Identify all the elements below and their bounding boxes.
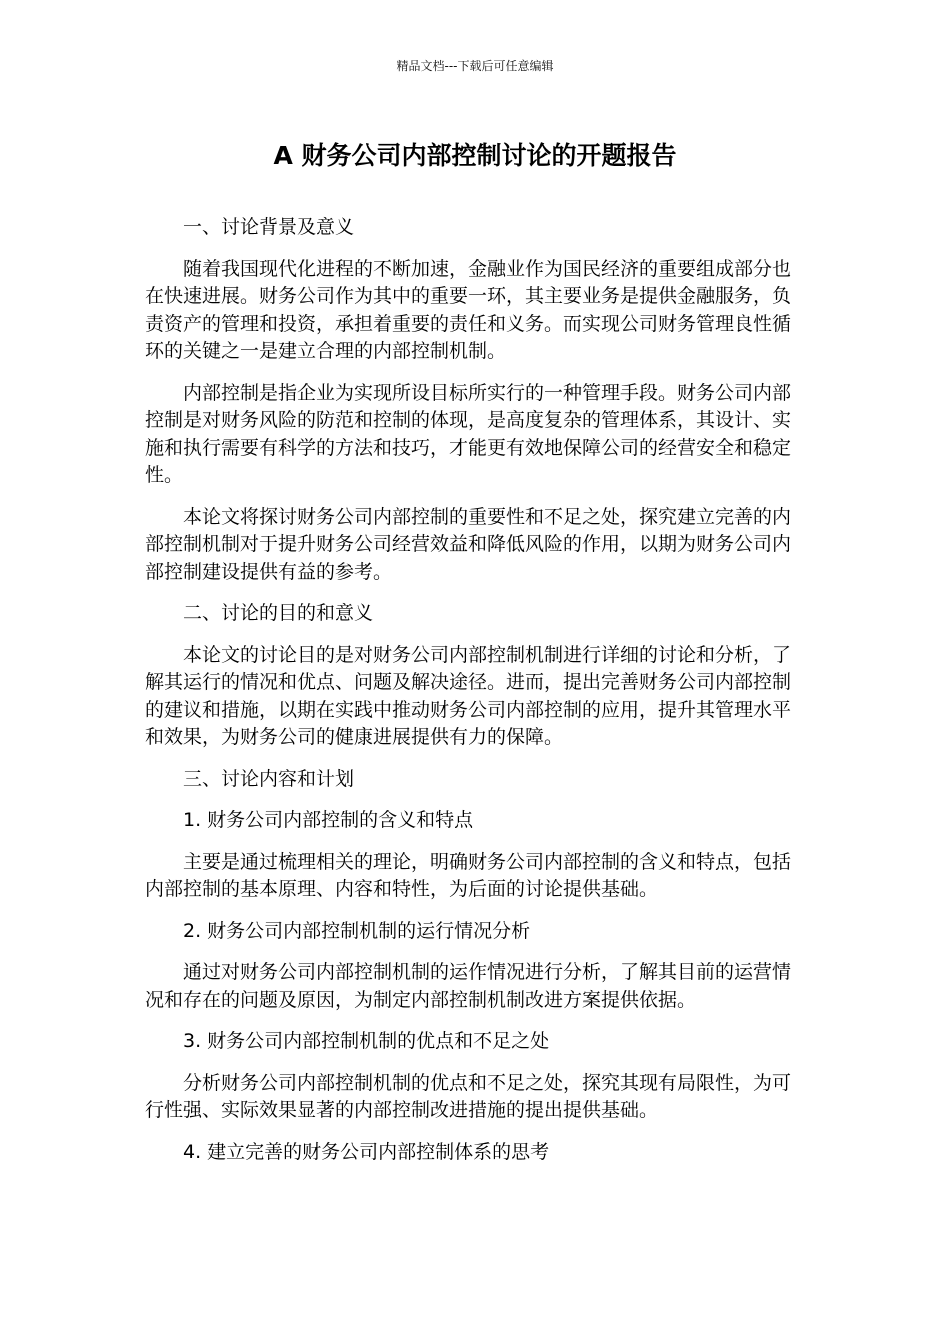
section-heading: 二、讨论的目的和意义 [183,602,374,624]
page-header: 精品文档---下载后可任意编辑 [396,59,554,73]
section-heading: 一、讨论背景及意义 [183,216,355,238]
subsection-heading: 1. 财务公司内部控制的含义和特点 [183,809,474,831]
subsection-heading: 3. 财务公司内部控制机制的优点和不足之处 [183,1030,550,1052]
paragraph: 分析财务公司内部控制机制的优点和不足之处，探究其现有局限性，为可行性强、实际效果显著的内部控制改进措施的提出提供基础。 [145,1071,792,1121]
section-heading: 三、讨论内容和计划 [183,767,355,790]
paragraph: 本论文将探讨财务公司内部控制的重要性和不足之处，探究建立完善的内部控制机制对于提升财务公司经营效益和降低风险的作用，以期为财务公司内部控制建设提供有益的参考。 [145,505,792,583]
paragraph: 内部控制是指企业为实现所设目标所实行的一种管理手段。财务公司内部控制是对财务风险的防范和控制的体现，是高度复杂的管理体系，其设计、实施和执行需要有科学的方法和技巧，才能更有效地保障公司的经营安全和稳定性。 [145,381,792,486]
subsection-heading: 2. 财务公司内部控制机制的运行情况分析 [183,919,531,942]
subsection-heading: 4. 建立完善的财务公司内部控制体系的思考 [183,1140,550,1163]
paragraph: 通过对财务公司内部控制机制的运作情况进行分析，了解其目前的运营情况和存在的问题及原因，为制定内部控制机制改进方案提供依据。 [145,961,792,1011]
paragraph: 随着我国现代化进程的不断加速，金融业作为国民经济的重要组成部分也在快速进展。财务公司作为其中的重要一环，其主要业务是提供金融服务，负责资产的管理和投资，承担着重要的责任和义务。而实现公司财务管理良性循环的关键之一是建立合理的内部控制机制。 [145,257,792,362]
document-title: A 财务公司内部控制讨论的开题报告 [273,141,677,170]
paragraph: 主要是通过梳理相关的理论，明确财务公司内部控制的含义和特点，包括内部控制的基本原理、内容和特性，为后面的讨论提供基础。 [145,850,792,900]
paragraph: 本论文的讨论目的是对财务公司内部控制机制进行详细的讨论和分析，了解其运行的情况和优点、问题及解决途径。进而，提出完善财务公司内部控制的建议和措施，以期在实践中推动财务公司内部控制的应用，提升其管理水平和效果，为财务公司的健康进展提供有力的保障。 [145,643,792,748]
document-body [145,214,805,1180]
